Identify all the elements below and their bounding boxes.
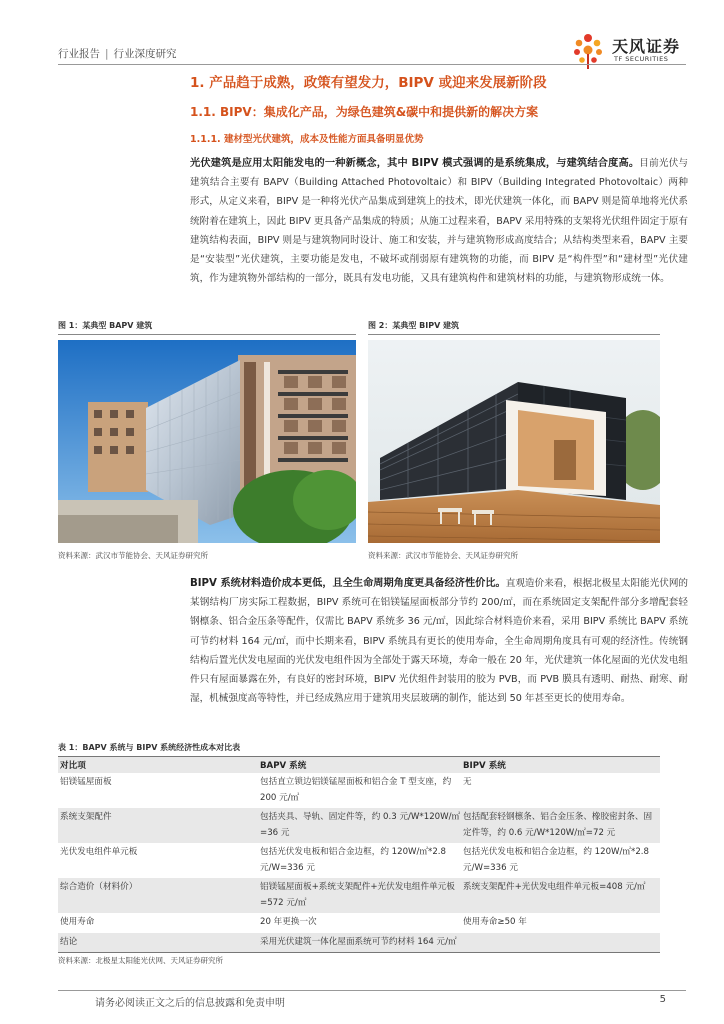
table-cell: 系统支架配件 — [58, 808, 258, 843]
table-header-cell: BIPV 系统 — [461, 757, 660, 774]
table-cell: 使用寿命 — [60, 917, 95, 927]
table-cell: 使用寿命≥50 年 — [463, 917, 527, 927]
figure-1-source: 资料来源：武汉市节能协会、天风证券研究所 — [58, 551, 208, 560]
table-1-source: 资料来源：北极星太阳能光伏网、天风证券研究所 — [58, 956, 223, 965]
table-cell: 20 年更换一次 — [260, 917, 317, 927]
section-heading-1-1: 1.1. BIPV：集成化产品，为绿色建筑&碳中和提供新的解决方案 — [190, 105, 539, 119]
logo-text-en: TF SECURITIES — [614, 55, 669, 63]
table-cell: 无 — [463, 777, 472, 787]
table-cell: 铝镁锰屋面板+系统支架配件+光伏发电组件单元板=572 元/㎡ — [258, 878, 461, 913]
paragraph-lead: BIPV 系统材料造价成本更低，且全生命周期角度更具备经济性价比。 — [190, 578, 506, 589]
table-cell: 铝镁锰屋面板 — [60, 777, 112, 787]
tf-securities-logo — [568, 28, 698, 74]
table-cell: 包括直立锁边铝镁锰屋面板和铝合金 T 型支座，约 200 元/㎡ — [260, 777, 452, 803]
section-heading-1-1-1: 1.1.1. 建材型光伏建筑，成本及性能方面具备明显优势 — [190, 134, 424, 145]
breadcrumb-subcategory: 行业深度研究 — [113, 48, 177, 60]
table-header-cell: BAPV 系统 — [258, 757, 461, 774]
table-cell: 结论 — [58, 933, 258, 953]
figure-1-bapv-building-image — [58, 340, 356, 543]
paragraph-body: 直观造价来看，根据北极星太阳能光伏网的某钢结构厂房实际工程数据，BIPV 系统可在铝镁锰屋面板部分节约 200/㎡，而在系统固定支架配件部分多增配套轻钢檩条、铝合金压条等配件，仅需比 BAPV 系统多 36 元/㎡，因此综合材料造价来看，采用 BIPV 系统比 BAPV 系统可节约材料 164 元/㎡，而中长期来看，BIPV 系统具有更长的使用寿命，全生命周期角度具有可观的经济性。传统钢结构后置光伏发电屋面的光伏发电组件因为全部处于露天环境，寿命一般在 20 年，光伏建筑一体化屋面的光伏发电组件只有屋面暴露在外，有良好的密封环境，BIPV 光伏组件封装用的胶为 PVB，而 PVB 膜具有透明、耐热、耐寒、耐湿，机械强度高等特性，并已经成熟应用于建筑用夹层玻璃的制作，能达到 50 年甚至更长的使用寿命。 — [190, 578, 689, 705]
table-cell: 包括夹具、导轨、固定件等，约 0.3 元/W*120W/㎡=36 元 — [258, 808, 461, 843]
table-header-cell: 对比项 — [58, 757, 258, 774]
table-cell: 光伏发电组件单元板 — [60, 847, 138, 857]
paragraph-body: 目前光伏与建筑结合主要有 BAPV（Building Attached Photovoltaic）和 BIPV（Building Integrated Photovoltaic）两种形式，从定义来看，BIPV 是一种将光伏产品集成到建筑上的技术，即光伏建筑一体化，而 BAPV 则是简单地将光伏系统附着在建筑上，因此 BIPV 更具备产品集成的特质；从施工过程来看，BAPV 采用特殊的支架将光伏组件固定于原有建筑结构表面，BIPV 则是与建筑物同时设计、施工和安装，并与建筑物形成高度结合；从结构类型来看，BAPV 主要是“安装型”光伏建筑，主要功能是发电，不破坏或削弱原有建筑物的功能，而 BIPV 是“构件型”和“建材型”光伏建筑，作为建筑物外部结构的一部分，既具有发电功能，又具有建筑构件和建筑材料的功能，与建筑物形成统一体。 — [190, 158, 689, 285]
table-conclusion-row — [58, 933, 660, 953]
table-cell: 包括配套轻钢檩条、铝合金压条、橡胶密封条、固定件等，约 0.6 元/W*120W/㎡=72 元 — [461, 808, 660, 843]
table-cell: 系统支架配件+光伏发电组件单元板=408 元/㎡ — [461, 878, 660, 913]
page-number: 5 — [659, 994, 666, 1005]
breadcrumb-separator: | — [105, 48, 109, 60]
figure-2-title: 图 2：某典型 BIPV 建筑 — [368, 321, 460, 330]
disclaimer-note: 请务必阅读正文之后的信息披露和免责申明 — [95, 998, 285, 1009]
paragraph-bipv-cost — [190, 574, 688, 708]
table-row — [58, 773, 660, 808]
figure-2-rule — [368, 334, 660, 335]
section-heading-1: 1. 产品趋于成熟，政策有望发力，BIPV 或迎来发展新阶段 — [190, 75, 547, 91]
footer-divider — [58, 990, 686, 991]
paragraph-bipv-concept — [190, 154, 688, 288]
logo-text-cn: 天风证券 — [612, 37, 681, 56]
figure-1-title: 图 1：某典型 BAPV 建筑 — [58, 321, 153, 330]
cost-comparison-table — [58, 756, 660, 953]
page-header — [58, 37, 698, 70]
paragraph-lead: 光伏建筑是应用太阳能发电的一种新概念，其中 BIPV 模式强调的是系统集成，与建筑结合度高。 — [190, 158, 640, 169]
figure-2-bipv-building-image — [368, 340, 660, 543]
figure-2-source: 资料来源：武汉市节能协会、天风证券研究所 — [368, 551, 518, 560]
table-cell: 包括光伏发电板和铝合金边框，约 120W/㎡*2.8 元/W=336 元 — [260, 847, 446, 873]
breadcrumb-category: 行业报告 — [58, 48, 100, 60]
table-row — [58, 878, 660, 913]
table-1-title: 表 1：BAPV 系统与 BIPV 系统经济性成本对比表 — [58, 743, 241, 752]
table-cell: 包括光伏发电板和铝合金边框，约 120W/㎡*2.8 元/W=336 元 — [463, 847, 649, 873]
breadcrumb — [58, 46, 177, 61]
table-row — [58, 808, 660, 843]
figure-1-rule — [58, 334, 356, 335]
table-conclusion-cell: 采用光伏建筑一体化屋面系统可节约材料 164 元/㎡ — [258, 933, 660, 953]
table-cell: 综合造价（材料价） — [58, 878, 258, 913]
header-divider — [58, 64, 686, 65]
table-header-row — [58, 757, 660, 774]
table-row — [58, 843, 660, 878]
table-row — [58, 913, 660, 933]
